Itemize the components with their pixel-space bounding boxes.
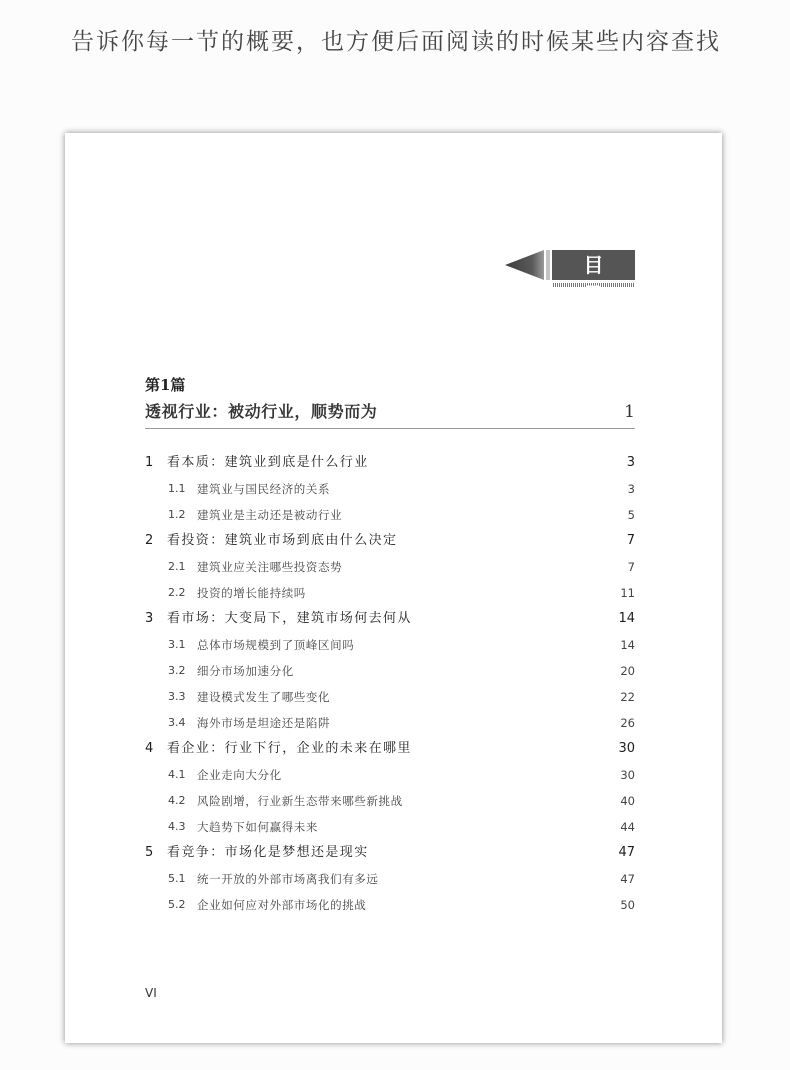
section-number: 4.1 bbox=[168, 768, 186, 781]
chapter-number: 5 bbox=[145, 845, 154, 860]
section-row bbox=[145, 658, 635, 684]
section-page-number: 7 bbox=[627, 560, 635, 574]
book-page bbox=[65, 133, 722, 1043]
chapter-number: 4 bbox=[145, 741, 154, 756]
page-caption: 告诉你每一节的概要，也方便后面阅读的时候某些内容查找 bbox=[71, 29, 721, 55]
section-number: 1.2 bbox=[168, 508, 186, 521]
section-number: 2.1 bbox=[168, 560, 186, 573]
section-row bbox=[145, 762, 635, 788]
section-row bbox=[145, 788, 635, 814]
part-label: 第1篇 bbox=[145, 376, 186, 394]
chapter-row bbox=[145, 736, 635, 762]
section-title: 统一开放的外部市场离我们有多远 bbox=[197, 872, 379, 886]
chapter-row bbox=[145, 450, 635, 476]
section-number: 3.4 bbox=[168, 716, 186, 729]
section-number: 4.3 bbox=[168, 820, 186, 833]
section-page-number: 50 bbox=[620, 898, 635, 912]
section-number: 3.3 bbox=[168, 690, 186, 703]
arrow-left-icon bbox=[505, 250, 544, 280]
chapter-page-number: 30 bbox=[618, 741, 635, 756]
section-number: 2.2 bbox=[168, 586, 186, 599]
part-page-number: 1 bbox=[624, 402, 635, 422]
toc-list bbox=[145, 450, 635, 918]
toc-title: 目 录 bbox=[583, 253, 616, 307]
section-title: 大趋势下如何赢得未来 bbox=[197, 820, 318, 834]
section-row bbox=[145, 554, 635, 580]
section-title: 企业如何应对外部市场化的挑战 bbox=[197, 898, 367, 912]
section-title: 建筑业与国民经济的关系 bbox=[197, 482, 331, 496]
section-page-number: 11 bbox=[620, 586, 635, 600]
section-page-number: 20 bbox=[620, 664, 635, 678]
part-title: 透视行业：被动行业，顺势而为 bbox=[145, 402, 378, 421]
section-row bbox=[145, 684, 635, 710]
chapter-row bbox=[145, 606, 635, 632]
part-divider-line bbox=[145, 428, 635, 429]
section-page-number: 40 bbox=[620, 794, 635, 808]
section-title: 建设模式发生了哪些变化 bbox=[197, 690, 331, 704]
chapter-number: 1 bbox=[145, 455, 154, 470]
section-title: 总体市场规模到了顶峰区间吗 bbox=[197, 638, 355, 652]
chapter-page-number: 3 bbox=[626, 455, 635, 470]
section-page-number: 47 bbox=[620, 872, 635, 886]
chapter-title: 看投资：建筑业市场到底由什么决定 bbox=[167, 533, 398, 548]
chapter-title: 看市场：大变局下，建筑市场何去何从 bbox=[167, 611, 412, 626]
section-row bbox=[145, 814, 635, 840]
chapter-row bbox=[145, 840, 635, 866]
section-title: 建筑业应关注哪些投资态势 bbox=[197, 560, 343, 574]
section-row bbox=[145, 710, 635, 736]
section-page-number: 3 bbox=[627, 482, 635, 496]
section-number: 3.1 bbox=[168, 638, 186, 651]
badge-divider-strip bbox=[546, 250, 550, 280]
chapter-page-number: 47 bbox=[618, 845, 635, 860]
section-title: 海外市场是坦途还是陷阱 bbox=[197, 716, 331, 730]
section-number: 5.1 bbox=[168, 872, 186, 885]
chapter-number: 3 bbox=[145, 611, 154, 626]
section-row bbox=[145, 580, 635, 606]
section-row bbox=[145, 892, 635, 918]
chapter-row bbox=[145, 528, 635, 554]
section-page-number: 44 bbox=[620, 820, 635, 834]
section-title: 投资的增长能持续吗 bbox=[197, 586, 306, 600]
chapter-number: 2 bbox=[145, 533, 154, 548]
page-folio: VI bbox=[145, 986, 157, 1000]
chapter-title: 看竞争：市场化是梦想还是现实 bbox=[167, 845, 369, 860]
section-row bbox=[145, 632, 635, 658]
section-page-number: 26 bbox=[620, 716, 635, 730]
section-row bbox=[145, 866, 635, 892]
chapter-page-number: 14 bbox=[618, 611, 635, 626]
chapter-title: 看企业：行业下行，企业的未来在哪里 bbox=[167, 741, 412, 756]
section-title: 风险剧增，行业新生态带来哪些新挑战 bbox=[197, 794, 403, 808]
section-number: 3.2 bbox=[168, 664, 186, 677]
section-row bbox=[145, 502, 635, 528]
section-title: 建筑业是主动还是被动行业 bbox=[197, 508, 343, 522]
section-row bbox=[145, 476, 635, 502]
chapter-page-number: 7 bbox=[626, 533, 635, 548]
section-title: 细分市场加速分化 bbox=[197, 664, 294, 678]
section-number: 5.2 bbox=[168, 898, 186, 911]
section-title: 企业走向大分化 bbox=[197, 768, 282, 782]
section-page-number: 22 bbox=[620, 690, 635, 704]
section-page-number: 14 bbox=[620, 638, 635, 652]
section-number: 1.1 bbox=[168, 482, 186, 495]
section-page-number: 30 bbox=[620, 768, 635, 782]
section-page-number: 5 bbox=[627, 508, 635, 522]
chapter-title: 看本质：建筑业到底是什么行业 bbox=[167, 455, 369, 470]
section-number: 4.2 bbox=[168, 794, 186, 807]
